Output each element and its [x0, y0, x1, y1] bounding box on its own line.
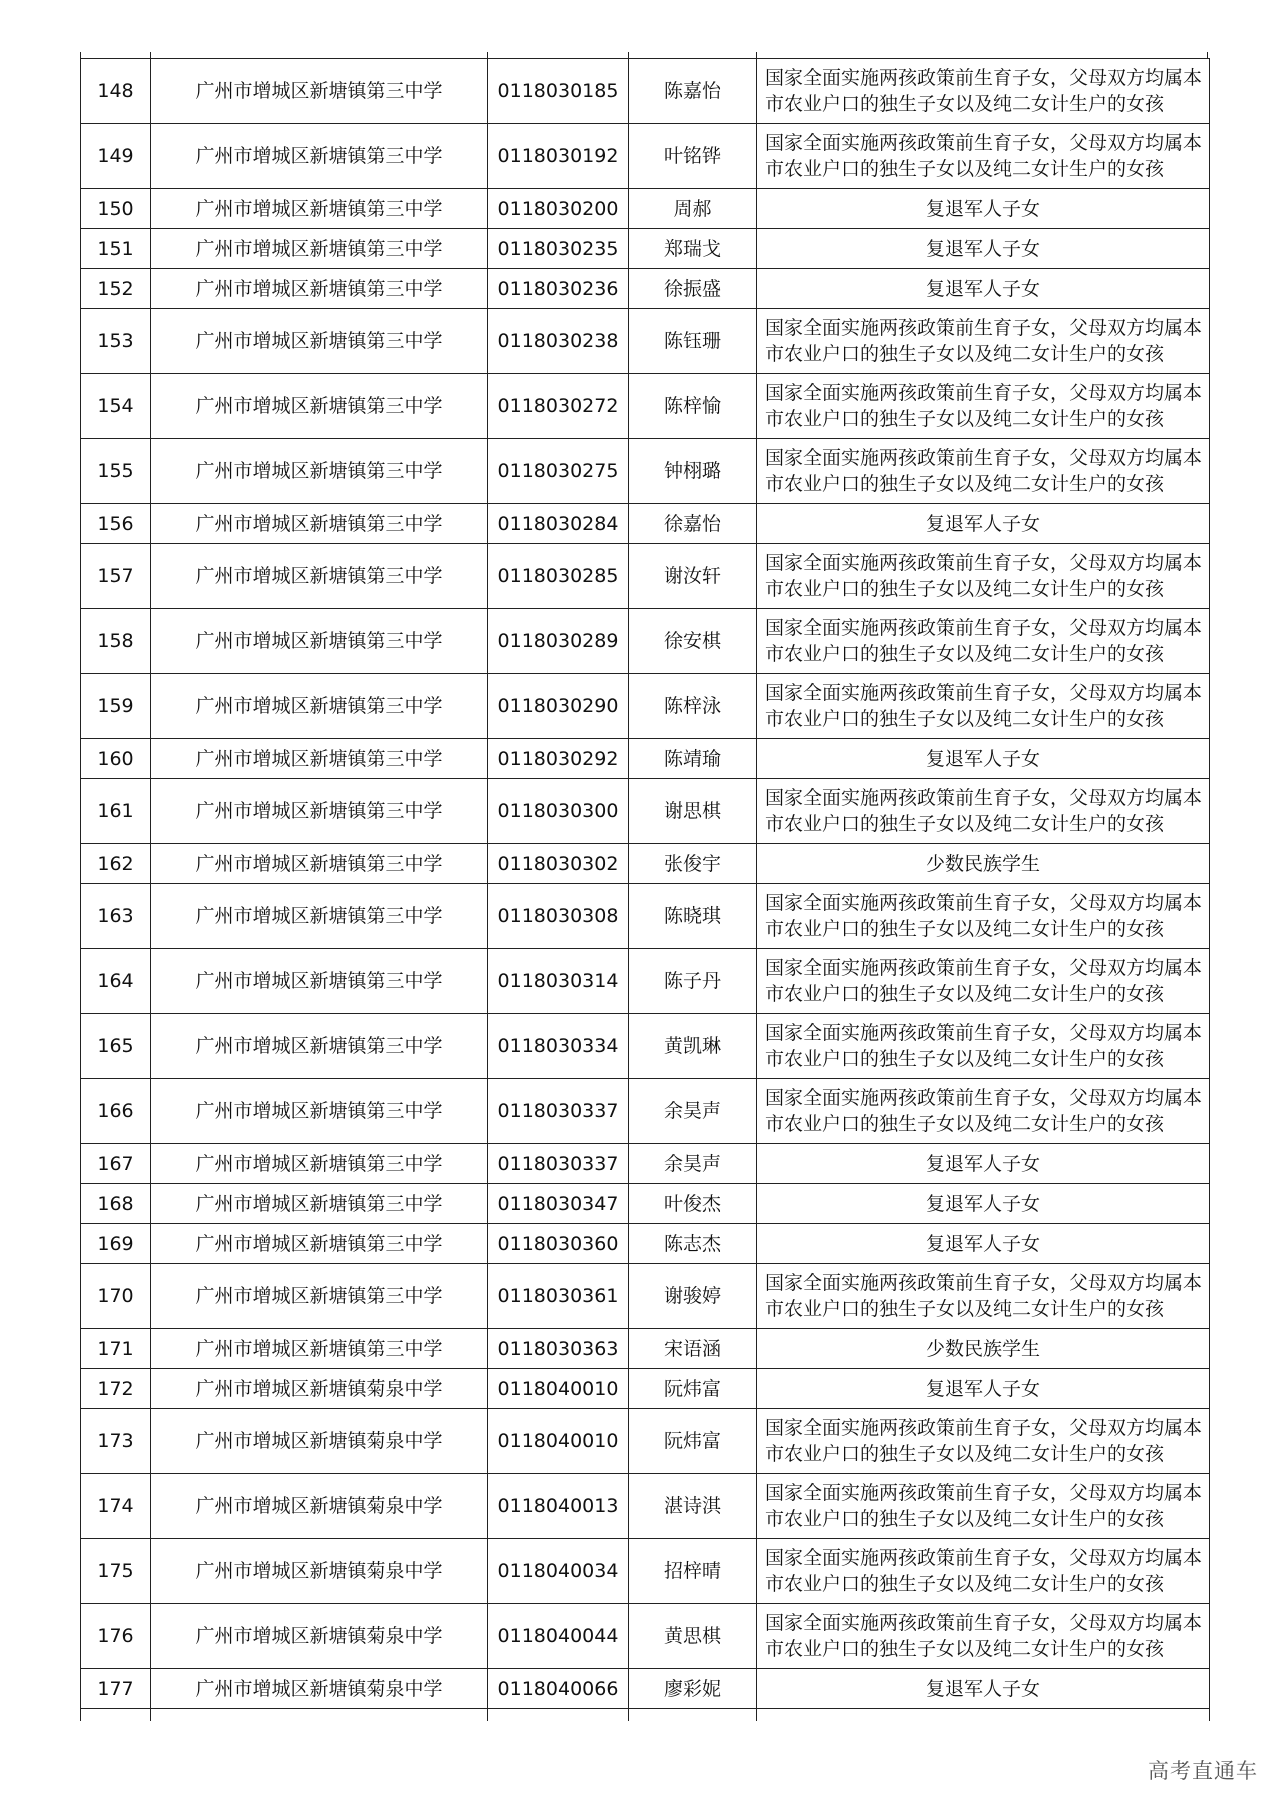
category-cell: 国家全面实施两孩政策前生育子女，父母双方均属本市农业户口的独生子女以及纯二女计生户的女孩: [757, 779, 1210, 844]
row-number-cell: 161: [81, 779, 151, 844]
row-number-cell: 151: [81, 229, 151, 269]
table-row: [81, 1264, 1210, 1329]
empty-cell: [151, 1709, 488, 1722]
category-cell: 国家全面实施两孩政策前生育子女，父母双方均属本市农业户口的独生子女以及纯二女计生户的女孩: [757, 309, 1210, 374]
row-number-cell: 157: [81, 544, 151, 609]
category-cell: 国家全面实施两孩政策前生育子女，父母双方均属本市农业户口的独生子女以及纯二女计生户的女孩: [757, 674, 1210, 739]
school-cell: 广州市增城区新塘镇第三中学: [151, 739, 488, 779]
row-number-cell: 149: [81, 124, 151, 189]
student-name-cell: 叶俊杰: [629, 1184, 757, 1224]
school-cell: 广州市增城区新塘镇第三中学: [151, 544, 488, 609]
table-row: [81, 1014, 1210, 1079]
student-id-cell: 0118030361: [488, 1264, 629, 1329]
table-row: [81, 739, 1210, 779]
empty-cell: [81, 1709, 151, 1722]
table-row: [81, 374, 1210, 439]
school-cell: 广州市增城区新塘镇第三中学: [151, 609, 488, 674]
student-name-cell: 阮炜富: [629, 1369, 757, 1409]
table-row: [81, 504, 1210, 544]
table-continuation-row: [81, 1709, 1210, 1722]
student-name-cell: 黄凯琳: [629, 1014, 757, 1079]
table-row: [81, 1539, 1210, 1604]
school-cell: 广州市增城区新塘镇第三中学: [151, 1184, 488, 1224]
category-cell: 国家全面实施两孩政策前生育子女，父母双方均属本市农业户口的独生子女以及纯二女计生户的女孩: [757, 1474, 1210, 1539]
school-cell: 广州市增城区新塘镇第三中学: [151, 779, 488, 844]
school-cell: 广州市增城区新塘镇第三中学: [151, 189, 488, 229]
category-cell: 国家全面实施两孩政策前生育子女，父母双方均属本市农业户口的独生子女以及纯二女计生户的女孩: [757, 124, 1210, 189]
student-name-cell: 周郝: [629, 189, 757, 229]
student-name-cell: 谢思棋: [629, 779, 757, 844]
category-cell: 国家全面实施两孩政策前生育子女，父母双方均属本市农业户口的独生子女以及纯二女计生户的女孩: [757, 544, 1210, 609]
category-cell: 复退军人子女: [757, 1184, 1210, 1224]
row-number-cell: 174: [81, 1474, 151, 1539]
table-row: [81, 1409, 1210, 1474]
table-row: [81, 1369, 1210, 1409]
school-cell: 广州市增城区新塘镇菊泉中学: [151, 1474, 488, 1539]
student-id-cell: 0118030314: [488, 949, 629, 1014]
enrollment-table: [80, 58, 1209, 1721]
student-id-cell: 0118030236: [488, 269, 629, 309]
school-cell: 广州市增城区新塘镇第三中学: [151, 674, 488, 739]
row-number-cell: 167: [81, 1144, 151, 1184]
table-row: [81, 609, 1210, 674]
category-cell: 复退军人子女: [757, 1669, 1210, 1709]
row-number-cell: 173: [81, 1409, 151, 1474]
category-cell: 国家全面实施两孩政策前生育子女，父母双方均属本市农业户口的独生子女以及纯二女计生户的女孩: [757, 949, 1210, 1014]
row-number-cell: 148: [81, 59, 151, 124]
row-number-cell: 152: [81, 269, 151, 309]
table-row: [81, 269, 1210, 309]
student-id-cell: 0118030302: [488, 844, 629, 884]
row-number-cell: 150: [81, 189, 151, 229]
row-number-cell: 159: [81, 674, 151, 739]
category-cell: 复退军人子女: [757, 189, 1210, 229]
row-number-cell: 164: [81, 949, 151, 1014]
row-number-cell: 160: [81, 739, 151, 779]
school-cell: 广州市增城区新塘镇菊泉中学: [151, 1409, 488, 1474]
category-cell: 复退军人子女: [757, 1144, 1210, 1184]
category-cell: 国家全面实施两孩政策前生育子女，父母双方均属本市农业户口的独生子女以及纯二女计生户的女孩: [757, 1604, 1210, 1669]
category-cell: 国家全面实施两孩政策前生育子女，父母双方均属本市农业户口的独生子女以及纯二女计生户的女孩: [757, 439, 1210, 504]
category-cell: 复退军人子女: [757, 269, 1210, 309]
school-cell: 广州市增城区新塘镇第三中学: [151, 229, 488, 269]
empty-cell: [757, 1709, 1210, 1722]
category-cell: 国家全面实施两孩政策前生育子女，父母双方均属本市农业户口的独生子女以及纯二女计生户的女孩: [757, 1014, 1210, 1079]
student-name-cell: 徐安棋: [629, 609, 757, 674]
school-cell: 广州市增城区新塘镇菊泉中学: [151, 1669, 488, 1709]
category-cell: 复退军人子女: [757, 1369, 1210, 1409]
student-name-cell: 陈靖瑜: [629, 739, 757, 779]
student-name-cell: 廖彩妮: [629, 1669, 757, 1709]
category-cell: 国家全面实施两孩政策前生育子女，父母双方均属本市农业户口的独生子女以及纯二女计生户的女孩: [757, 1264, 1210, 1329]
row-number-cell: 163: [81, 884, 151, 949]
student-name-cell: 陈晓琪: [629, 884, 757, 949]
student-name-cell: 陈嘉怡: [629, 59, 757, 124]
student-name-cell: 黄思棋: [629, 1604, 757, 1669]
school-cell: 广州市增城区新塘镇菊泉中学: [151, 1604, 488, 1669]
category-cell: 国家全面实施两孩政策前生育子女，父母双方均属本市农业户口的独生子女以及纯二女计生户的女孩: [757, 1539, 1210, 1604]
row-number-cell: 156: [81, 504, 151, 544]
school-cell: 广州市增城区新塘镇第三中学: [151, 269, 488, 309]
school-cell: 广州市增城区新塘镇第三中学: [151, 1144, 488, 1184]
school-cell: 广州市增城区新塘镇第三中学: [151, 884, 488, 949]
student-id-cell: 0118030285: [488, 544, 629, 609]
school-cell: 广州市增城区新塘镇第三中学: [151, 124, 488, 189]
student-id-cell: 0118030192: [488, 124, 629, 189]
table-row: [81, 884, 1210, 949]
school-cell: 广州市增城区新塘镇第三中学: [151, 1224, 488, 1264]
student-name-cell: 宋语涵: [629, 1329, 757, 1369]
student-id-cell: 0118040013: [488, 1474, 629, 1539]
student-name-cell: 徐嘉怡: [629, 504, 757, 544]
table-row: [81, 1224, 1210, 1264]
table-row: [81, 1604, 1210, 1669]
student-name-cell: 湛诗淇: [629, 1474, 757, 1539]
row-number-cell: 175: [81, 1539, 151, 1604]
student-id-cell: 0118030289: [488, 609, 629, 674]
row-number-cell: 155: [81, 439, 151, 504]
table-row: [81, 1669, 1210, 1709]
row-number-cell: 166: [81, 1079, 151, 1144]
student-name-cell: 余昊声: [629, 1144, 757, 1184]
table-row: [81, 439, 1210, 504]
category-cell: 国家全面实施两孩政策前生育子女，父母双方均属本市农业户口的独生子女以及纯二女计生户的女孩: [757, 374, 1210, 439]
table-row: [81, 189, 1210, 229]
student-name-cell: 张俊宇: [629, 844, 757, 884]
row-number-cell: 172: [81, 1369, 151, 1409]
category-cell: 国家全面实施两孩政策前生育子女，父母双方均属本市农业户口的独生子女以及纯二女计生户的女孩: [757, 1409, 1210, 1474]
empty-cell: [629, 1709, 757, 1722]
student-id-cell: 0118030290: [488, 674, 629, 739]
student-name-cell: 陈梓愉: [629, 374, 757, 439]
student-name-cell: 陈梓泳: [629, 674, 757, 739]
student-name-cell: 招梓晴: [629, 1539, 757, 1604]
school-cell: 广州市增城区新塘镇第三中学: [151, 59, 488, 124]
category-cell: 少数民族学生: [757, 1329, 1210, 1369]
row-number-cell: 171: [81, 1329, 151, 1369]
school-cell: 广州市增城区新塘镇第三中学: [151, 439, 488, 504]
category-cell: 国家全面实施两孩政策前生育子女，父母双方均属本市农业户口的独生子女以及纯二女计生户的女孩: [757, 59, 1210, 124]
table-row: [81, 309, 1210, 374]
table-row: [81, 1474, 1210, 1539]
category-cell: 复退军人子女: [757, 1224, 1210, 1264]
table-row: [81, 1144, 1210, 1184]
row-number-cell: 170: [81, 1264, 151, 1329]
table-row: [81, 674, 1210, 739]
student-id-cell: 0118030275: [488, 439, 629, 504]
student-id-cell: 0118030308: [488, 884, 629, 949]
table-row: [81, 779, 1210, 844]
row-number-cell: 176: [81, 1604, 151, 1669]
row-number-cell: 162: [81, 844, 151, 884]
table-body: [81, 59, 1210, 1722]
category-cell: 复退军人子女: [757, 739, 1210, 779]
table-row: [81, 844, 1210, 884]
student-id-cell: 0118030300: [488, 779, 629, 844]
student-id-cell: 0118030334: [488, 1014, 629, 1079]
table-row: [81, 1184, 1210, 1224]
school-cell: 广州市增城区新塘镇第三中学: [151, 1014, 488, 1079]
student-id-cell: 0118030292: [488, 739, 629, 779]
category-cell: 国家全面实施两孩政策前生育子女，父母双方均属本市农业户口的独生子女以及纯二女计生户的女孩: [757, 609, 1210, 674]
student-id-cell: 0118040010: [488, 1409, 629, 1474]
school-cell: 广州市增城区新塘镇第三中学: [151, 504, 488, 544]
student-id-cell: 0118040010: [488, 1369, 629, 1409]
student-name-cell: 谢骏婷: [629, 1264, 757, 1329]
school-cell: 广州市增城区新塘镇第三中学: [151, 949, 488, 1014]
student-id-cell: 0118030360: [488, 1224, 629, 1264]
student-id-cell: 0118030363: [488, 1329, 629, 1369]
student-id-cell: 0118040044: [488, 1604, 629, 1669]
student-id-cell: 0118040034: [488, 1539, 629, 1604]
school-cell: 广州市增城区新塘镇菊泉中学: [151, 1369, 488, 1409]
table-row: [81, 949, 1210, 1014]
student-id-cell: 0118030284: [488, 504, 629, 544]
school-cell: 广州市增城区新塘镇第三中学: [151, 374, 488, 439]
watermark: 高考直通车: [1148, 1759, 1258, 1783]
row-number-cell: 165: [81, 1014, 151, 1079]
student-name-cell: 徐振盛: [629, 269, 757, 309]
row-number-cell: 169: [81, 1224, 151, 1264]
table-row: [81, 1329, 1210, 1369]
category-cell: 少数民族学生: [757, 844, 1210, 884]
table-row: [81, 124, 1210, 189]
school-cell: 广州市增城区新塘镇第三中学: [151, 309, 488, 374]
student-name-cell: 陈子丹: [629, 949, 757, 1014]
student-name-cell: 陈钰珊: [629, 309, 757, 374]
row-number-cell: 154: [81, 374, 151, 439]
student-id-cell: 0118030272: [488, 374, 629, 439]
empty-cell: [488, 1709, 629, 1722]
student-id-cell: 0118030337: [488, 1079, 629, 1144]
student-id-cell: 0118030185: [488, 59, 629, 124]
category-cell: 复退军人子女: [757, 229, 1210, 269]
table-row: [81, 229, 1210, 269]
school-cell: 广州市增城区新塘镇第三中学: [151, 1264, 488, 1329]
student-name-cell: 钟栩璐: [629, 439, 757, 504]
student-id-cell: 0118030347: [488, 1184, 629, 1224]
student-id-cell: 0118030337: [488, 1144, 629, 1184]
row-number-cell: 177: [81, 1669, 151, 1709]
table-row: [81, 59, 1210, 124]
school-cell: 广州市增城区新塘镇第三中学: [151, 1329, 488, 1369]
category-cell: 复退军人子女: [757, 504, 1210, 544]
row-number-cell: 168: [81, 1184, 151, 1224]
student-name-cell: 叶铭铧: [629, 124, 757, 189]
student-name-cell: 陈志杰: [629, 1224, 757, 1264]
student-name-cell: 谢汝轩: [629, 544, 757, 609]
table-row: [81, 544, 1210, 609]
student-id-cell: 0118030235: [488, 229, 629, 269]
student-name-cell: 余昊声: [629, 1079, 757, 1144]
table-row: [81, 1079, 1210, 1144]
school-cell: 广州市增城区新塘镇第三中学: [151, 844, 488, 884]
student-name-cell: 阮炜富: [629, 1409, 757, 1474]
student-id-cell: 0118040066: [488, 1669, 629, 1709]
row-number-cell: 153: [81, 309, 151, 374]
student-name-cell: 郑瑞戈: [629, 229, 757, 269]
row-number-cell: 158: [81, 609, 151, 674]
school-cell: 广州市增城区新塘镇菊泉中学: [151, 1539, 488, 1604]
student-id-cell: 0118030238: [488, 309, 629, 374]
category-cell: 国家全面实施两孩政策前生育子女，父母双方均属本市农业户口的独生子女以及纯二女计生户的女孩: [757, 1079, 1210, 1144]
student-id-cell: 0118030200: [488, 189, 629, 229]
category-cell: 国家全面实施两孩政策前生育子女，父母双方均属本市农业户口的独生子女以及纯二女计生户的女孩: [757, 884, 1210, 949]
school-cell: 广州市增城区新塘镇第三中学: [151, 1079, 488, 1144]
